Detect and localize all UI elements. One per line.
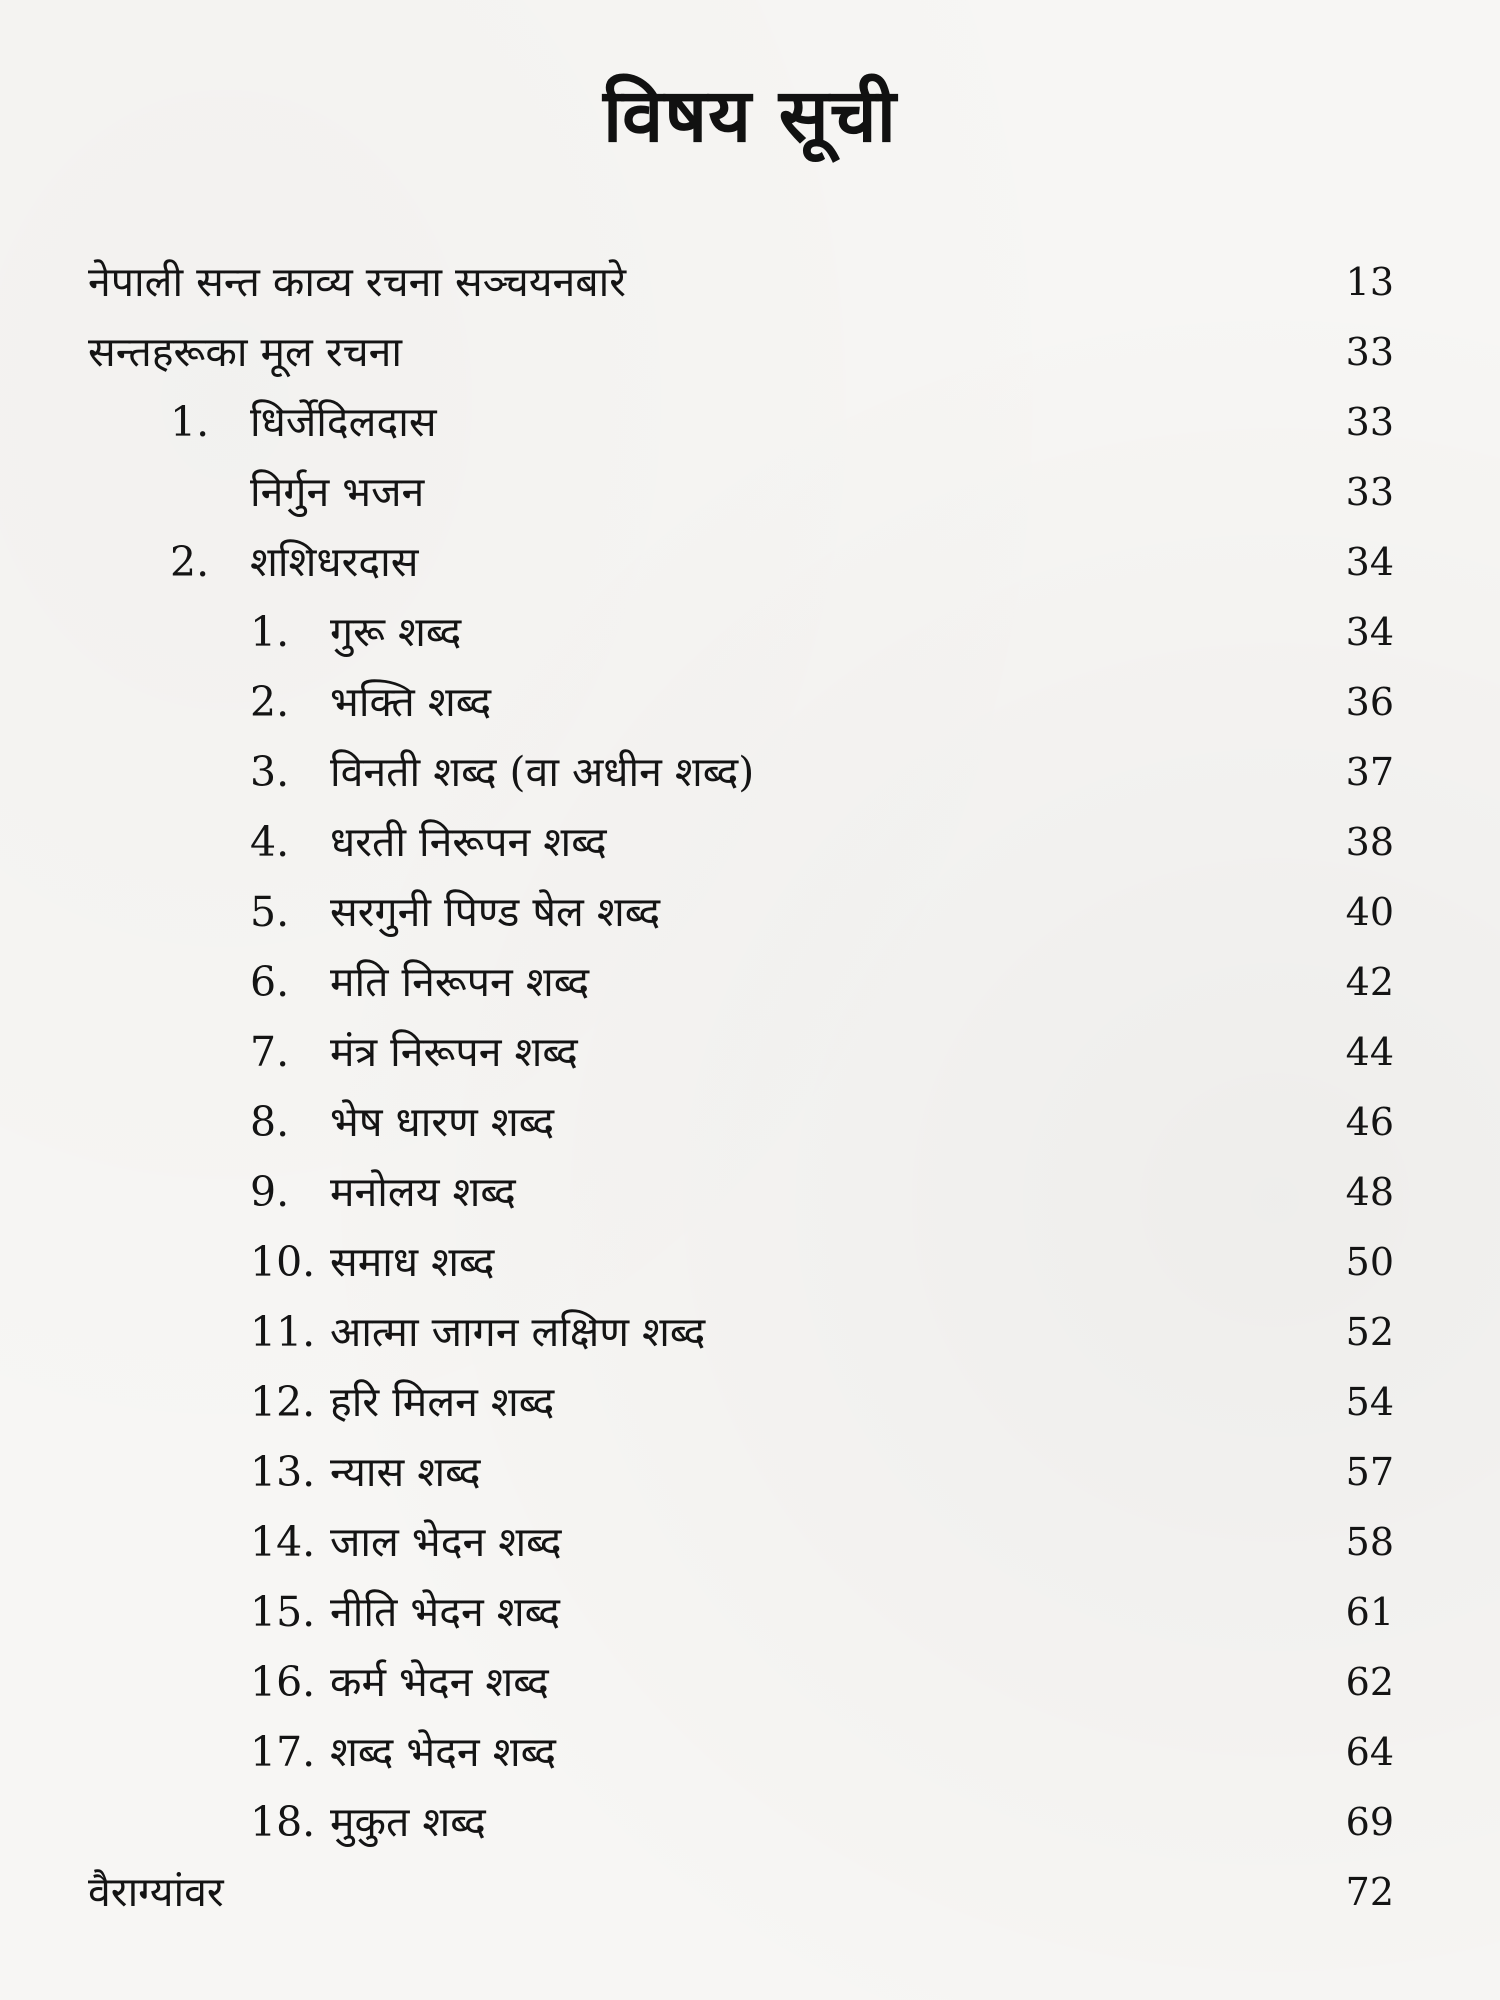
toc-entry-text: नेपाली सन्त काव्य रचना सञ्चयनबारे bbox=[88, 258, 627, 306]
toc-entry-page: 69 bbox=[1345, 1800, 1394, 1844]
toc-entry-page: 64 bbox=[1345, 1730, 1394, 1774]
toc-entry-text: जाल भेदन शब्द bbox=[330, 1518, 562, 1566]
toc-entry-page: 34 bbox=[1345, 610, 1394, 654]
toc-entry-number: 2. bbox=[170, 538, 210, 586]
toc-entry-page: 54 bbox=[1345, 1380, 1394, 1424]
toc-entry-text: वैराग्यांवर bbox=[88, 1868, 224, 1916]
toc-entry-page: 40 bbox=[1345, 890, 1394, 934]
toc-entry-number: 13. bbox=[250, 1448, 316, 1496]
toc-entry-number: 1. bbox=[250, 608, 290, 656]
toc-entry-number: 2. bbox=[250, 678, 290, 726]
toc-entry-page: 34 bbox=[1345, 540, 1394, 584]
toc-entry-text: धरती निरूपन शब्द bbox=[330, 818, 607, 866]
toc-entry-page: 37 bbox=[1345, 750, 1394, 794]
toc-entry-number: 1. bbox=[170, 398, 210, 446]
page-title: विषय सूची bbox=[603, 73, 897, 159]
toc-entry bbox=[250, 1582, 560, 1642]
toc-entry-number: 15. bbox=[250, 1588, 316, 1636]
toc-entry-page: 48 bbox=[1345, 1170, 1394, 1214]
toc-entry-text: कर्म भेदन शब्द bbox=[330, 1658, 549, 1706]
toc-entry-page: 46 bbox=[1345, 1100, 1394, 1144]
toc-entry bbox=[250, 1302, 705, 1362]
toc-entry-page: 62 bbox=[1345, 1660, 1394, 1704]
toc-entry-text: निर्गुन भजन bbox=[250, 468, 425, 516]
toc-entry bbox=[250, 1512, 562, 1572]
toc-entry bbox=[250, 1652, 549, 1712]
toc-entry-text: गुरू शब्द bbox=[330, 608, 462, 656]
toc-entry-number: 14. bbox=[250, 1518, 316, 1566]
toc-entry bbox=[250, 882, 660, 942]
toc-entry-number: 5. bbox=[250, 888, 290, 936]
toc-entry bbox=[250, 742, 754, 802]
toc-entry-number: 8. bbox=[250, 1098, 290, 1146]
toc-entry bbox=[250, 1442, 481, 1502]
toc-entry-number: 17. bbox=[250, 1728, 316, 1776]
toc-entry-number: 16. bbox=[250, 1658, 316, 1706]
toc-entry-text: मुकुत शब्द bbox=[330, 1798, 486, 1846]
toc-entry-number: 3. bbox=[250, 748, 290, 796]
toc-entry-page: 33 bbox=[1345, 470, 1394, 514]
toc-entry bbox=[250, 602, 461, 662]
toc-entry-page: 38 bbox=[1345, 820, 1394, 864]
toc-entry bbox=[250, 462, 424, 522]
toc-entry-text: समाध शब्द bbox=[330, 1238, 495, 1286]
toc-entry bbox=[250, 1162, 516, 1222]
toc-entry-text: मंत्र निरूपन शब्द bbox=[330, 1028, 578, 1076]
toc-entry-page: 50 bbox=[1345, 1240, 1394, 1284]
toc-entry bbox=[250, 1722, 556, 1782]
toc-entry-text: न्यास शब्द bbox=[330, 1448, 481, 1496]
toc-entry bbox=[250, 672, 491, 732]
toc-entry bbox=[250, 812, 607, 872]
toc-entry-page: 57 bbox=[1345, 1450, 1394, 1494]
toc-entry-text: सन्तहरूका मूल रचना bbox=[88, 328, 403, 376]
toc-entry bbox=[250, 1092, 554, 1152]
toc-entry-page: 58 bbox=[1345, 1520, 1394, 1564]
toc-entry-number: 7. bbox=[250, 1028, 290, 1076]
toc-entry-text: शब्द भेदन शब्द bbox=[330, 1728, 557, 1776]
toc-entry-text: भक्ति शब्द bbox=[330, 678, 492, 726]
toc-entry bbox=[250, 1022, 578, 1082]
toc-entry-text: धिर्जेदिलदास bbox=[250, 398, 437, 446]
toc-entry-text: हरि मिलन शब्द bbox=[330, 1378, 555, 1426]
toc-entry-page: 33 bbox=[1345, 400, 1394, 444]
toc-entry-text: नीति भेदन शब्द bbox=[330, 1588, 561, 1636]
toc-entry-number: 10. bbox=[250, 1238, 316, 1286]
toc-entry-number: 12. bbox=[250, 1378, 316, 1426]
toc-entry bbox=[250, 1232, 494, 1292]
toc-entry bbox=[88, 252, 626, 312]
toc-entry-text: सरगुनी पिण्ड षेल शब्द bbox=[330, 888, 661, 936]
toc-entry bbox=[88, 1862, 224, 1922]
toc-entry-number: 11. bbox=[250, 1308, 316, 1356]
toc-entry-text: मनोलय शब्द bbox=[330, 1168, 516, 1216]
toc-entry-page: 13 bbox=[1345, 260, 1394, 304]
toc-entry-page: 44 bbox=[1345, 1030, 1394, 1074]
toc-entry bbox=[250, 952, 589, 1012]
toc-entry-number: 9. bbox=[250, 1168, 290, 1216]
toc-entry-page: 52 bbox=[1345, 1310, 1394, 1354]
toc-entry-text: मति निरूपन शब्द bbox=[330, 958, 590, 1006]
toc-entry-text: आत्मा जागन लक्षिण शब्द bbox=[330, 1308, 706, 1356]
toc-entry-page: 72 bbox=[1345, 1870, 1394, 1914]
toc-entry bbox=[250, 1792, 486, 1852]
toc-entry-text: शशिधरदास bbox=[250, 538, 419, 586]
toc-entry-page: 33 bbox=[1345, 330, 1394, 374]
toc-entry-page: 42 bbox=[1345, 960, 1394, 1004]
toc-entry-number: 4. bbox=[250, 818, 290, 866]
toc-entry bbox=[88, 322, 402, 382]
toc-entry bbox=[250, 1372, 554, 1432]
toc-entry-number: 6. bbox=[250, 958, 290, 1006]
toc-entry bbox=[170, 532, 418, 592]
toc-entry-number: 18. bbox=[250, 1798, 316, 1846]
toc-entry-page: 61 bbox=[1345, 1590, 1394, 1634]
toc-entry-text: भेष धारण शब्द bbox=[330, 1098, 555, 1146]
toc-entry bbox=[170, 392, 437, 452]
toc-entry-page: 36 bbox=[1345, 680, 1394, 724]
toc-entry-text: विनती शब्द (वा अधीन शब्द) bbox=[330, 748, 755, 796]
